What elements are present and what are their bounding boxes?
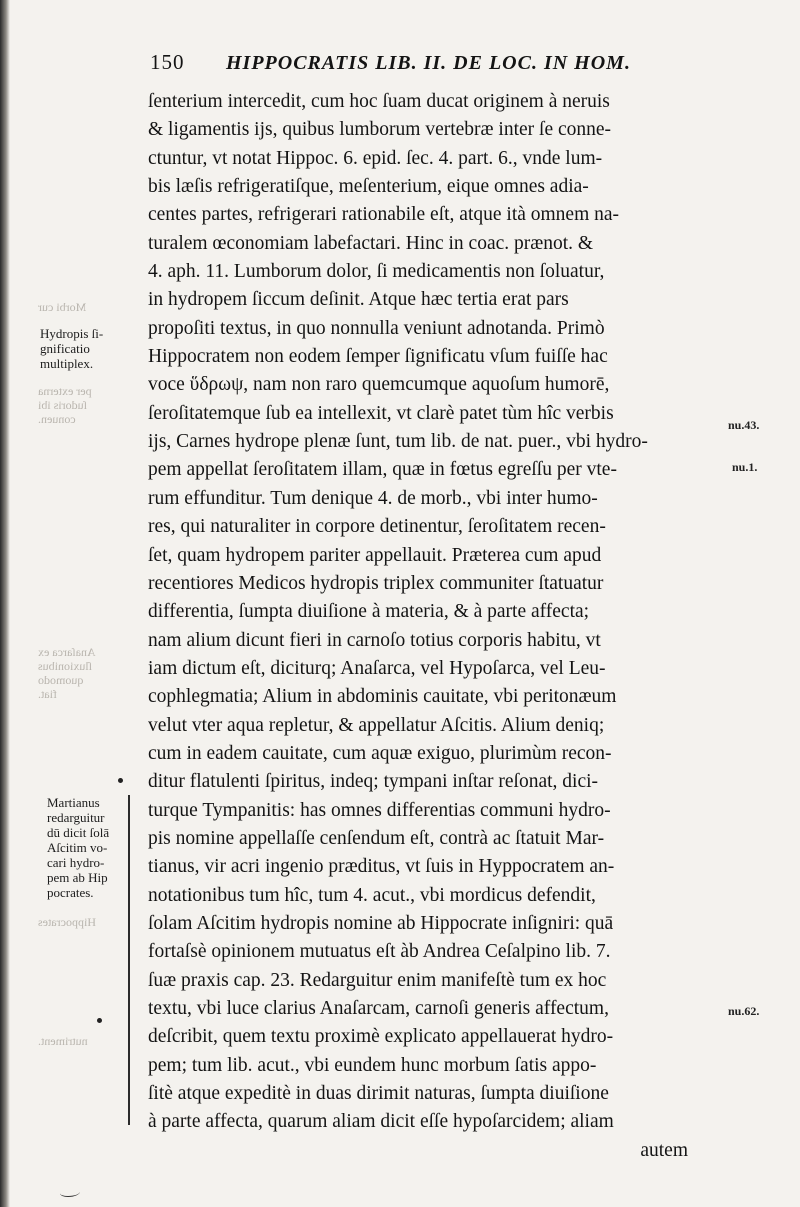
text-line: propoſiti textus, in quo nonnulla veniunt adnotanda. Primò	[148, 317, 605, 339]
text-line: cophlegmatia; Alium in abdominis cauitate, vbi peritonæum	[148, 686, 617, 708]
text-line: textu, vbi luce clarius Anaſarcam, carnoſi generis affectum,	[148, 998, 609, 1019]
bleed-line: conuen.	[38, 412, 76, 426]
text-line: fortaſsè opinionem mutuatus eſt àb Andrea Ceſalpino lib. 7.	[148, 941, 611, 963]
running-head	[150, 50, 710, 75]
text-line: nam alium dicunt fieri in carnoſo totius corporis habitu, vt	[148, 629, 601, 651]
bleed-line: ſluxionibus	[38, 659, 93, 673]
text-line: in hydropem ſiccum deſinit. Atque hæc tertia erat pars	[148, 289, 569, 311]
bleed-through-notes	[38, 645, 138, 701]
margin-note-line: Aſcitim vo-	[47, 840, 108, 855]
text-line: bis læſis refrigeratiſque, meſenterium, eique omnes adia-	[148, 176, 589, 198]
bleed-line: Hippocrates	[38, 915, 96, 929]
text-line: Hippocratem non eodem ſemper ſignificatu vſum fuiſſe hac	[148, 346, 608, 368]
text-line: ſuæ praxis cap. 23. Redarguitur enim manifeſtè tum ex hoc	[148, 969, 607, 991]
text-line: tianus, vir acri ingenio præditus, vt ſuis in Hyppocratem an-	[148, 856, 615, 878]
text-line: voce ὕδρωψ, nam non raro quemcumque aquoſum humorē,	[148, 374, 610, 396]
margin-note-martianus	[47, 795, 147, 900]
ink-stroke-icon	[60, 1188, 80, 1197]
text-line: turalem œconomiam labefactari. Hinc in coac. prænot. &	[148, 232, 594, 254]
text-line: pem; tum lib. acut., vbi eundem hunc morbum ſatis appo-	[148, 1054, 597, 1076]
bleed-line: Morbi cur	[38, 300, 87, 314]
page-gutter-shadow	[0, 0, 10, 1207]
text-line: ſeroſitatemque ſub ea intellexit, vt clarè patet tùm hîc verbis	[148, 402, 614, 424]
marginal-dot-icon	[118, 778, 123, 783]
text-line: & ligamentis ijs, quibus lumborum vertebræ inter ſe conne-	[148, 119, 612, 141]
text-line: res, qui naturaliter in corpore detinentur, ſeroſitatem recen-	[148, 516, 606, 538]
page-number: 150	[150, 50, 185, 74]
margin-note-line: multiplex.	[40, 356, 94, 371]
margin-note-hydrops	[40, 326, 140, 371]
marginal-dot-icon	[97, 1018, 102, 1023]
running-title: HIPPOCRATIS LIB. II. DE LOC. IN HOM.	[226, 52, 631, 74]
text-line: cum in eadem cauitate, cum aquæ exiguo, plurimùm recon-	[148, 742, 612, 764]
bleed-line: fiat.	[38, 687, 57, 701]
text-line: 4. aph. 11. Lumborum dolor, ſi medicamentis non ſoluatur,	[148, 261, 605, 283]
catchword: autem	[640, 1139, 688, 1161]
margin-number-nu62: nu.62.	[728, 1004, 760, 1018]
text-line: ijs, Carnes hydrope plenæ ſunt, tum lib. de nat. puer., vbi hydro-	[148, 431, 648, 453]
bleed-line: ſudoris ibi	[38, 398, 88, 412]
text-line: recentiores Medicos hydropis triplex communiter ſtatuatur	[148, 572, 604, 594]
bleed-through-notes	[38, 915, 138, 1048]
text-line: pem appellat ſeroſitatem illam, quæ in fœtus egreſſu per vte-	[148, 459, 617, 481]
text-line: centes partes, refrigerari rationabile eſt, atque ità omnem na-	[148, 204, 620, 226]
text-line: differentia, ſumpta diuiſione à materia, & à parte affecta;	[148, 601, 590, 623]
bleed-line: Anaſarca ex	[38, 645, 96, 659]
text-line: velut vter aqua repletur, & appellatur Aſcitis. Alium deniq;	[148, 714, 605, 736]
text-line: rum effunditur. Tum denique 4. de morb., vbi inter humo-	[148, 487, 598, 509]
text-line: ditur flatulenti ſpiritus, indeq; tympani inſtar reſonat, dici-	[148, 771, 599, 793]
text-line: à parte affecta, quarum aliam dicit eſſe hypoſarcidem; aliam	[148, 1111, 614, 1133]
text-line: ſolam Aſcitim hydropis nomine ab Hippocrate inſigniri: quā	[148, 912, 614, 934]
text-line: deſcribit, quem textu proximè explicato appellauerat hydro-	[148, 1026, 614, 1048]
text-line: ſenterium intercedit, cum hoc ſuam ducat originem à neruis	[148, 91, 610, 112]
margin-note-line: pem ab Hip	[47, 870, 108, 885]
margin-number-nu43: nu.43.	[728, 418, 760, 432]
margin-note-line: cari hydro-	[47, 855, 105, 870]
margin-number-nu1: nu.1.	[732, 460, 758, 474]
bleed-line: per externa	[38, 384, 92, 398]
bleed-line: quomodo	[38, 673, 84, 687]
text-line: ſet, quam hydropem pariter appellauit. Præterea cum apud	[148, 544, 602, 566]
text-line: pis nomine appellaſſe cenſendum eſt, contrà ac ſtatuit Mar-	[148, 827, 605, 849]
body-text	[148, 88, 718, 1165]
text-line: iam dictum eſt, diciturq; Anaſarca, vel Hypoſarca, vel Leu-	[148, 657, 606, 679]
margin-rule	[128, 795, 130, 1125]
margin-note-line: dū dicit ſolā	[47, 825, 110, 840]
margin-note-line: pocrates.	[47, 885, 94, 900]
margin-note-line: Martianus	[47, 795, 100, 810]
margin-note-line: Hydropis ſi-	[40, 326, 104, 341]
margin-note-line: gnificatio	[40, 341, 90, 356]
text-line: notationibus tum hîc, tum 4. acut., vbi mordicus defendit,	[148, 884, 596, 906]
text-line: ſitè atque expeditè in duas dirimit naturas, ſumpta diuiſione	[148, 1083, 609, 1105]
bleed-line: nutriment.	[38, 1034, 88, 1048]
text-line: ctuntur, vt notat Hippoc. 6. epid. ſec. 4. part. 6., vnde lum-	[148, 147, 603, 169]
text-line: turque Tympanitis: has omnes differentias communi hydro-	[148, 799, 611, 821]
margin-note-line: redarguitur	[47, 810, 105, 825]
